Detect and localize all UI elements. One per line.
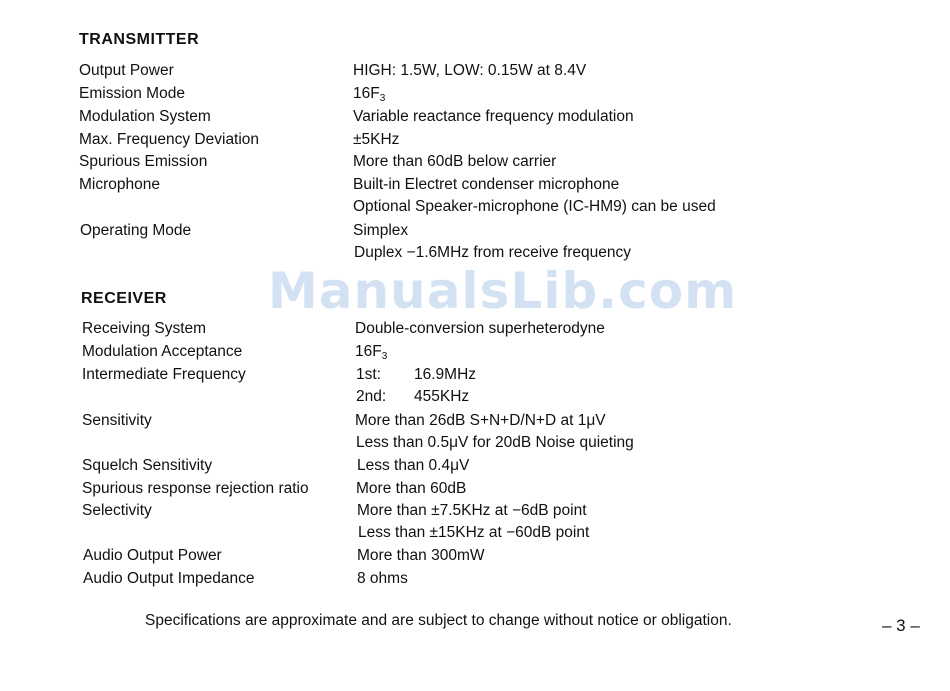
spec-label: Audio Output Impedance	[83, 570, 255, 587]
spec-value: Less than 0.5μV for 20dB Noise quieting	[356, 434, 634, 451]
spec-value: More than 26dB S+N+D/N+D at 1μV	[355, 412, 606, 429]
spec-label: Audio Output Power	[83, 547, 222, 564]
transmitter-title: TRANSMITTER	[79, 31, 200, 48]
spec-label: Microphone	[79, 176, 160, 193]
spec-value: Variable reactance frequency modulation	[353, 108, 634, 125]
spec-value-text: 16.9MHz	[414, 366, 477, 383]
spec-value	[353, 84, 385, 109]
spec-label: Spurious Emission	[79, 153, 208, 170]
footnote: Specifications are approximate and are subject to change without notice or obligation.	[145, 612, 732, 629]
spec-value: More than 300mW	[357, 547, 485, 564]
spec-label: Max. Frequency Deviation	[79, 131, 260, 148]
spec-value: HIGH: 1.5W, LOW: 0.15W at 8.4V	[353, 62, 587, 79]
receiver-title: RECEIVER	[81, 290, 167, 307]
spec-value: More than ±7.5KHz at −6dB point	[357, 502, 587, 519]
spec-label: Modulation System	[79, 108, 211, 125]
spec-value: Double-conversion superheterodyne	[355, 320, 605, 337]
watermark: ManualsLib.com	[268, 262, 738, 320]
spec-label: Spurious response rejection ratio	[82, 480, 309, 497]
spec-label: Sensitivity	[82, 412, 152, 429]
spec-value: More than 60dB below carrier	[353, 153, 557, 170]
spec-label: Output Power	[79, 62, 174, 79]
page-number: – 3 –	[882, 616, 920, 635]
spec-label: Selectivity	[82, 502, 152, 519]
spec-value: Simplex	[353, 222, 409, 239]
spec-value-prefix: 2nd:	[356, 388, 387, 405]
spec-value: More than 60dB	[356, 480, 467, 497]
spec-value	[356, 365, 476, 385]
spec-value: Less than 0.4μV	[357, 457, 470, 474]
spec-label: Modulation Acceptance	[82, 343, 243, 360]
spec-value	[356, 387, 469, 407]
spec-value-subscript: 3	[381, 351, 388, 362]
spec-value: 8 ohms	[357, 570, 408, 587]
spec-value: Built-in Electret condenser microphone	[353, 176, 620, 193]
spec-label: Intermediate Frequency	[82, 366, 246, 383]
spec-value-subscript: 3	[379, 93, 386, 104]
spec-value: Less than ±15KHz at −60dB point	[358, 524, 590, 541]
spec-label: Emission Mode	[79, 85, 185, 102]
spec-label: Operating Mode	[80, 222, 192, 239]
spec-value-text: 16F	[355, 343, 382, 360]
spec-value: ±5KHz	[353, 131, 400, 148]
spec-value-text: 455KHz	[414, 388, 470, 405]
spec-value: Optional Speaker-microphone (IC-HM9) can be used	[353, 198, 716, 215]
spec-value: Duplex −1.6MHz from receive frequency	[354, 244, 631, 261]
spec-value	[355, 342, 387, 367]
spec-value-text: 16F	[353, 85, 380, 102]
spec-label: Squelch Sensitivity	[82, 457, 213, 474]
spec-value-prefix: 1st:	[356, 366, 381, 383]
spec-label: Receiving System	[82, 320, 207, 337]
